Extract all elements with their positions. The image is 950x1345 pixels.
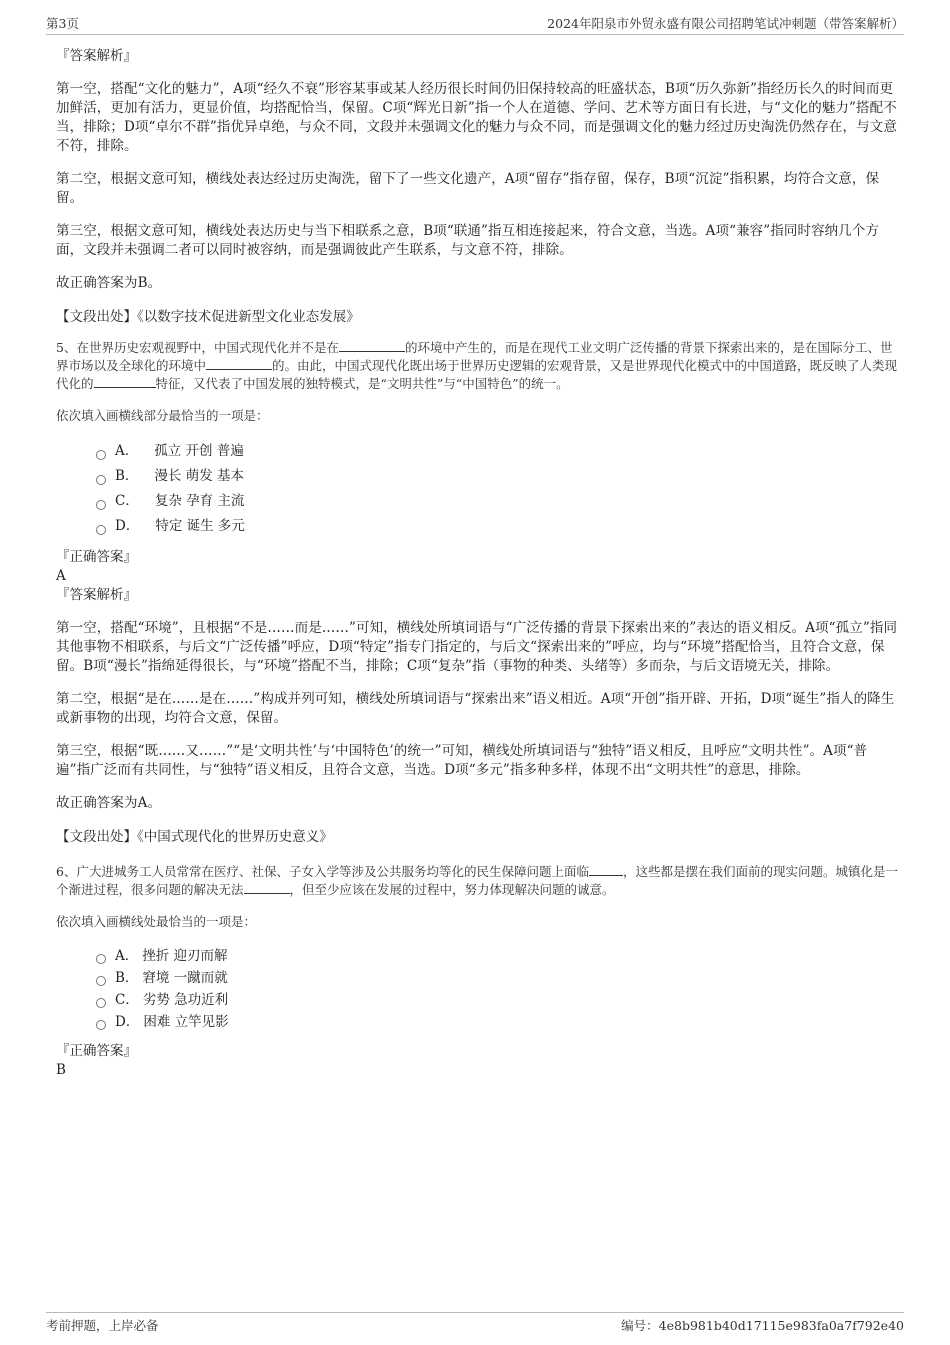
correct-answer-label: 『正确答案』	[56, 1043, 137, 1059]
analysis-conclusion: 故正确答案为B。	[56, 275, 162, 291]
radio-icon[interactable]	[96, 998, 106, 1008]
question-5-text: 5、在世界历史宏观视野中，中国式现代化并不是在 的环境中产生的，而是在现代工业文明广泛传播的背景下探索出来的，是在国际分工、世界市场以及全球化的环境中 的。由此，中国式现代化既出场于世界历史逻辑的宏观背景，又是世界现代化模式中的中国道路，既反映了人类现代化的 特征，又代表了中国发展的独特模式，是“文明共性”与“中国特色”的统一。	[56, 340, 898, 391]
blank-2	[244, 881, 290, 894]
radio-icon[interactable]	[96, 1020, 106, 1030]
radio-icon[interactable]	[96, 500, 106, 510]
option-c[interactable]: C． 劣势 急功近利	[96, 989, 898, 1011]
question-6-prompt: 依次填入画横线处最恰当的一项是：	[56, 914, 257, 929]
analysis-label: 『答案解析』	[56, 48, 137, 64]
blank-2	[206, 357, 272, 370]
footer-slogan: 考前押题，上岸必备	[46, 1318, 159, 1333]
page-number: 第3页	[46, 16, 79, 31]
source-line: 【文段出处】《以数字技术促进新型文化业态发展》	[56, 309, 360, 325]
source-line: 【文段出处】《中国式现代化的世界历史意义》	[56, 829, 333, 845]
question-5-prompt: 依次填入画横线部分最恰当的一项是：	[56, 408, 269, 423]
blank-1	[589, 863, 623, 876]
question-6-options	[96, 945, 898, 1033]
analysis-conclusion: 故正确答案为A。	[56, 795, 162, 811]
analysis-paragraph: 第一空，搭配“文化的魅力”，A项“经久不衰”形容某事或某人经历很长时间仍旧保持较高的旺盛状态，B项“历久弥新”指经历长久的时间而更加鲜活，更加有活力，更显价值，均搭配恰当，保留。C项“辉光日新”指一个人在道德、学问、艺术等方面日有长进，与“文化的魅力”搭配不当，排除；D项“卓尔不群”指优异卓绝，与众不同，文段并未强调文化的魅力与众不同，而是强调文化的魅力经过历史淘洗仍然存在，与文意不符，排除。	[56, 81, 897, 154]
document-id: 编号：4e8b981b40d17115e983fa0a7f792e40	[621, 1318, 904, 1333]
option-d[interactable]: D． 困难 立竿见影	[96, 1011, 898, 1033]
radio-icon[interactable]	[96, 954, 106, 964]
radio-icon[interactable]	[96, 450, 106, 460]
blank-3	[94, 375, 156, 388]
analysis-paragraph: 第三空，根据“既……又……”“是‘文明共性’与‘中国特色’的统一”可知，横线处所填词语与“独特”语义相反，且呼应“文明共性”。A项“普遍”指广泛而有共同性，与“独特”语义相反，且符合文意，当选。D项“多元”指多种多样，体现不出“文明共性”的意思，排除。	[56, 743, 868, 778]
option-b[interactable]: B． 漫长 萌发 基本	[96, 464, 898, 489]
document-title: 2024年阳泉市外贸永盛有限公司招聘笔试冲刺题（带答案解析）	[547, 16, 904, 31]
document-body	[56, 46, 898, 1079]
analysis-paragraph: 第一空，搭配“环境”，且根据“不是……而是……”可知，横线处所填词语与“广泛传播的背景下探索出来的”表达的语义相反。A项“孤立”指同其他事物不相联系，与后文“广泛传播”呼应，D项“特定”指专门指定的，与后文“探索出来的”呼应，均与“环境”搭配恰当，且符合文意，保留。B项“漫长”指绵延得很长，与“环境”搭配不当，排除；C项“复杂”指（事物的种类、头绪等）多而杂，与后文语境无关，排除。	[56, 620, 898, 674]
radio-icon[interactable]	[96, 525, 106, 535]
page-header	[46, 14, 904, 35]
correct-answer-label: 『正确答案』	[56, 549, 137, 565]
correct-answer: B	[56, 1062, 66, 1078]
option-a[interactable]: A． 挫折 迎刃而解	[96, 945, 898, 967]
radio-icon[interactable]	[96, 976, 106, 986]
option-c[interactable]: C． 复杂 孕育 主流	[96, 489, 898, 514]
analysis-paragraph: 第二空，根据文意可知，横线处表达经过历史淘洗，留下了一些文化遗产，A项“留存”指存留，保存，B项“沉淀”指积累，均符合文意，保留。	[56, 171, 880, 206]
option-a[interactable]: A． 孤立 开创 普遍	[96, 439, 898, 464]
correct-answer: A	[56, 568, 66, 584]
radio-icon[interactable]	[96, 475, 106, 485]
blank-1	[339, 339, 405, 352]
analysis-label: 『答案解析』	[56, 587, 137, 603]
question-5-options	[96, 439, 898, 539]
analysis-paragraph: 第三空，根据文意可知，横线处表达历史与当下相联系之意，B项“联通”指互相连接起来，符合文意，当选。A项“兼容”指同时容纳几个方面，文段并未强调二者可以同时被容纳，而是强调彼此产生联系，与文意不符，排除。	[56, 223, 880, 258]
option-d[interactable]: D． 特定 诞生 多元	[96, 514, 898, 539]
question-6-text: 6、广大进城务工人员常常在医疗、社保、子女入学等涉及公共服务均等化的民生保障问题上面临 ，这些都是摆在我们面前的现实问题。城镇化是一个渐进过程，很多问题的解决无法 ，但至少应该在发展的过程中，努力体现解决问题的诚意。	[56, 864, 898, 897]
page-footer	[46, 1312, 904, 1335]
option-b[interactable]: B． 窘境 一蹴而就	[96, 967, 898, 989]
analysis-paragraph: 第二空，根据“是在……是在……”构成并列可知，横线处所填词语与“探索出来”语义相近。A项“开创”指开辟、开拓，D项“诞生”指人的降生或新事物的出现，均符合文意，保留。	[56, 691, 895, 726]
